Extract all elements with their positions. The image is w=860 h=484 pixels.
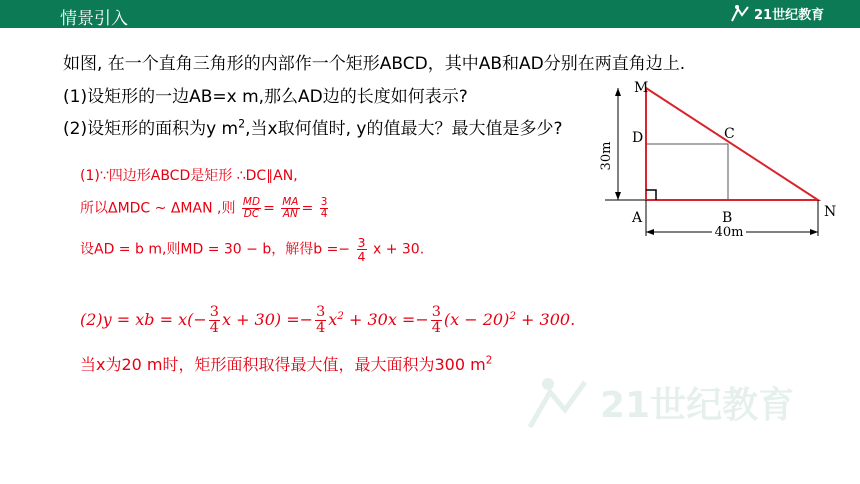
right-angle-mark (646, 190, 656, 200)
fraction-ma-an: $\frac{MA}{AN}$ (282, 196, 299, 221)
answer-line-1: (1)∵四边形ABCD是矩形 ∴DC∥AN, (80, 168, 298, 184)
label-d: D (632, 130, 644, 146)
page-title: 情景引入 (60, 9, 128, 29)
triangle-diagram (600, 76, 850, 250)
logo (728, 3, 838, 29)
arrow-up-icon (615, 88, 621, 96)
label-m: M (634, 80, 649, 96)
label-c: C (724, 126, 735, 142)
answer-line-2: 所以ΔMDC ~ ΔMAN ,则 $\frac{MD}{DC}$ = $\frac{MA}{AN}$ = $\frac{3}{4}$ (80, 196, 328, 221)
fraction-3-4: $\frac{3}{4}$ (209, 304, 219, 337)
answer-line-4: (2)y = xb = x(− $\frac{3}{4}$ x + 30) =− $\frac{3}{4}$ $x^2 + 30x$ =− $\frac{3}{4}$ $(x - 20)^2 + 300$. (80, 304, 576, 337)
arrow-left-icon (646, 229, 654, 235)
fraction-3-4: $\frac{3}{4}$ (316, 304, 326, 337)
question-intro: 如图, 在一个直角三角形的内部作一个矩形ABCD，其中AB和AD分别在两直角边上. (63, 54, 686, 74)
arrow-right-icon (810, 229, 818, 235)
label-n: N (824, 204, 837, 220)
watermark-logo (520, 372, 820, 446)
answer-line-5: 当x为20 m时，矩形面积取得最大值，最大面积为300 $m^2$ (80, 354, 493, 374)
svg-text:21世纪教育: 21世纪教育 (600, 385, 795, 426)
arrow-down-icon (615, 192, 621, 200)
answer-line-3: 设AD = b m,则MD = 30 − b，解得b =− $\frac{3}{4}$ x + 30. (80, 235, 425, 265)
label-a: A (632, 210, 643, 226)
fraction-3-4: $\frac{3}{4}$ (320, 196, 328, 221)
fraction-3-4: $\frac{3}{4}$ (357, 235, 366, 265)
question-part1: (1)设矩形的一边AB=x m,那么AD边的长度如何表示? (63, 87, 468, 107)
height-label: 30m (600, 141, 614, 171)
width-label: 40m (714, 225, 744, 240)
rectangle-abcd (646, 144, 728, 200)
question-part2: (2)设矩形的面积为y $m^2$,当x取何值时, y的值最大？最大值是多少? (63, 117, 563, 139)
label-b: B (722, 210, 733, 226)
fraction-md-dc: $\frac{MD}{DC}$ (242, 196, 261, 221)
fraction-3-4: $\frac{3}{4}$ (431, 304, 441, 337)
svg-text:21世纪教育: 21世纪教育 (754, 8, 825, 23)
